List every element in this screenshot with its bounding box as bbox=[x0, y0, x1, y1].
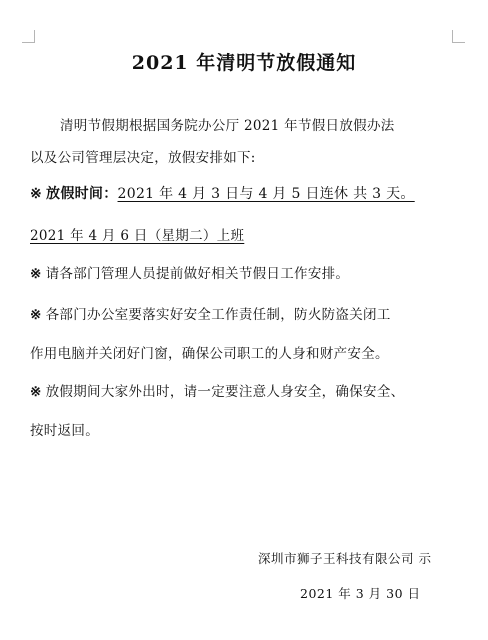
crop-mark-top-left bbox=[22, 30, 35, 43]
note-text-continued: 按时返回。 bbox=[30, 423, 99, 439]
holiday-dates: 2021 年 4 月 3 日与 4 月 5 日连休 共 3 天。 bbox=[117, 186, 415, 202]
issue-date: 2021 年 3 月 30 日 bbox=[300, 586, 421, 601]
holiday-time-line bbox=[30, 183, 415, 203]
resume-work-line: 2021 年 4 月 6 日（星期二）上班 bbox=[30, 228, 245, 244]
note-item bbox=[30, 303, 391, 323]
reference-mark: ※ bbox=[30, 384, 42, 400]
reference-mark: ※ bbox=[30, 307, 42, 323]
crop-mark-top-right bbox=[452, 30, 465, 43]
holiday-time-label: 放假时间： bbox=[46, 186, 118, 202]
note-text-continued: 作用电脑并关闭好门窗，确保公司职工的人身和财产安全。 bbox=[30, 346, 389, 362]
issuer-company: 深圳市狮子王科技有限公司 示 bbox=[258, 551, 432, 566]
note-item bbox=[30, 380, 404, 400]
note-text: 请各部门管理人员提前做好相关节假日工作安排。 bbox=[45, 266, 350, 282]
document-title: 2021 年清明节放假通知 bbox=[131, 52, 357, 74]
reference-mark: ※ bbox=[30, 186, 43, 202]
note-text: 各部门办公室要落实好安全工作责任制，防火防盗关闭工 bbox=[45, 307, 391, 323]
intro-line-1: 清明节假期根据国务院办公厅 2021 年节假日放假办法 bbox=[60, 118, 395, 134]
reference-mark: ※ bbox=[30, 266, 42, 282]
note-text: 放假期间大家外出时，请一定要注意人身安全，确保安全、 bbox=[45, 384, 405, 400]
note-item bbox=[30, 262, 349, 282]
intro-line-2: 以及公司管理层决定，放假安排如下: bbox=[30, 150, 256, 166]
